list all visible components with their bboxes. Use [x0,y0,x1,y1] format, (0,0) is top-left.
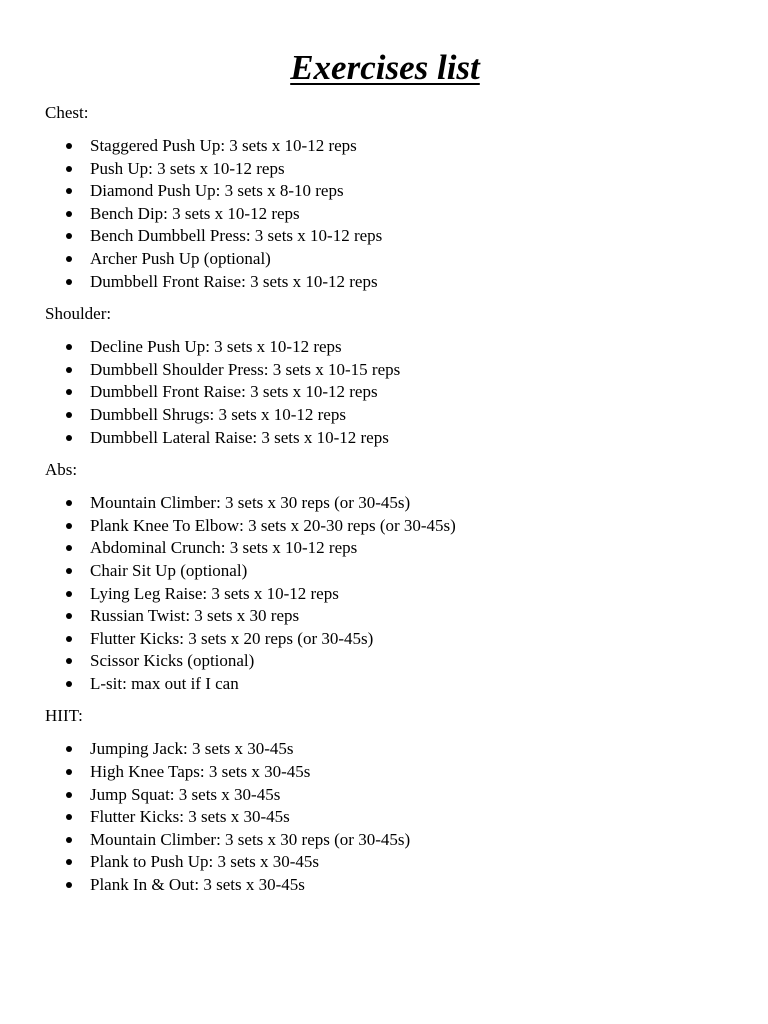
bullet-icon [66,636,72,642]
exercise-text: Scissor Kicks (optional) [90,651,255,671]
exercise-text: Chair Sit Up (optional) [90,560,248,580]
bullet-icon [66,211,72,217]
bullet-icon [66,188,72,194]
exercise-text: Jumping Jack: 3 sets x 30-45s [90,739,294,759]
bullet-icon [66,435,72,441]
exercise-text: Decline Push Up: 3 sets x 10-12 reps [90,337,342,357]
exercise-text: Bench Dumbbell Press: 3 sets x 10-12 reps [90,226,383,246]
exercise-item [45,404,725,427]
bullet-icon [66,367,72,373]
bullet-icon [66,859,72,865]
sections-container [45,102,725,897]
exercise-text: Russian Twist: 3 sets x 30 reps [90,606,300,626]
exercise-item [45,359,725,382]
exercise-item [45,381,725,404]
exercise-item [45,336,725,359]
bullet-icon [66,166,72,172]
exercise-item [45,738,725,761]
exercise-text: Plank In & Out: 3 sets x 30-45s [90,875,305,895]
exercise-item [45,537,725,560]
document-title: Exercises list [290,48,480,87]
bullet-icon [66,591,72,597]
exercise-text: Abdominal Crunch: 3 sets x 10-12 reps [90,538,358,558]
exercise-text: Dumbbell Lateral Raise: 3 sets x 10-12 reps [90,427,389,447]
bullet-icon [66,389,72,395]
exercise-text: Mountain Climber: 3 sets x 30 reps (or 30-45s) [90,493,411,513]
exercise-item [45,515,725,538]
exercise-item [45,583,725,606]
bullet-icon [66,523,72,529]
exercise-item [45,271,725,294]
exercise-text: Dumbbell Shoulder Press: 3 sets x 10-15 reps [90,359,401,379]
bullet-icon [66,882,72,888]
bullet-icon [66,344,72,350]
exercise-item [45,427,725,450]
section-shoulder [45,303,725,449]
exercise-item [45,673,725,696]
exercise-text: L-sit: max out if I can [90,673,239,693]
exercise-text: Push Up: 3 sets x 10-12 reps [90,158,285,178]
bullet-icon [66,658,72,664]
bullet-icon [66,746,72,752]
exercise-text: High Knee Taps: 3 sets x 30-45s [90,762,311,782]
exercise-list [45,336,725,449]
exercise-item [45,135,725,158]
bullet-icon [66,681,72,687]
bullet-icon [66,500,72,506]
section-hiit [45,705,725,896]
exercise-item [45,761,725,784]
bullet-icon [66,545,72,551]
exercise-item [45,874,725,897]
section-abs [45,459,725,695]
exercise-text: Jump Squat: 3 sets x 30-45s [90,784,281,804]
bullet-icon [66,233,72,239]
exercise-text: Plank Knee To Elbow: 3 sets x 20-30 reps (or 30-45s) [90,515,456,535]
exercise-item [45,158,725,181]
bullet-icon [66,837,72,843]
exercise-text: Dumbbell Front Raise: 3 sets x 10-12 reps [90,271,378,291]
exercise-item [45,851,725,874]
exercise-text: Mountain Climber: 3 sets x 30 reps (or 30-45s) [90,829,411,849]
exercise-text: Lying Leg Raise: 3 sets x 10-12 reps [90,583,339,603]
bullet-icon [66,279,72,285]
exercise-text: Flutter Kicks: 3 sets x 20 reps (or 30-45s) [90,628,374,648]
exercise-text: Bench Dip: 3 sets x 10-12 reps [90,203,300,223]
exercise-text: Diamond Push Up: 3 sets x 8-10 reps [90,181,344,201]
exercise-item [45,806,725,829]
bullet-icon [66,256,72,262]
exercise-item [45,628,725,651]
bullet-icon [66,792,72,798]
exercise-item [45,605,725,628]
section-heading: Shoulder: [45,304,112,324]
bullet-icon [66,412,72,418]
exercise-item [45,829,725,852]
bullet-icon [66,568,72,574]
exercise-item [45,248,725,271]
document-page [45,46,725,907]
exercise-item [45,560,725,583]
section-heading: HIIT: [45,706,83,726]
exercise-text: Dumbbell Shrugs: 3 sets x 10-12 reps [90,404,346,424]
exercise-list [45,492,725,695]
exercise-item [45,492,725,515]
exercise-item [45,784,725,807]
bullet-icon [66,613,72,619]
exercise-text: Plank to Push Up: 3 sets x 30-45s [90,852,320,872]
exercise-list [45,135,725,293]
exercise-item [45,225,725,248]
exercise-item [45,650,725,673]
bullet-icon [66,143,72,149]
section-heading: Chest: [45,103,89,122]
section-heading: Abs: [45,460,78,480]
bullet-icon [66,769,72,775]
exercise-text: Staggered Push Up: 3 sets x 10-12 reps [90,136,357,155]
exercise-item [45,203,725,226]
section-chest [45,102,725,293]
exercise-list [45,738,725,896]
exercise-text: Dumbbell Front Raise: 3 sets x 10-12 reps [90,382,378,402]
exercise-item [45,180,725,203]
exercise-text: Flutter Kicks: 3 sets x 30-45s [90,807,290,827]
bullet-icon [66,814,72,820]
exercise-text: Archer Push Up (optional) [90,248,271,268]
